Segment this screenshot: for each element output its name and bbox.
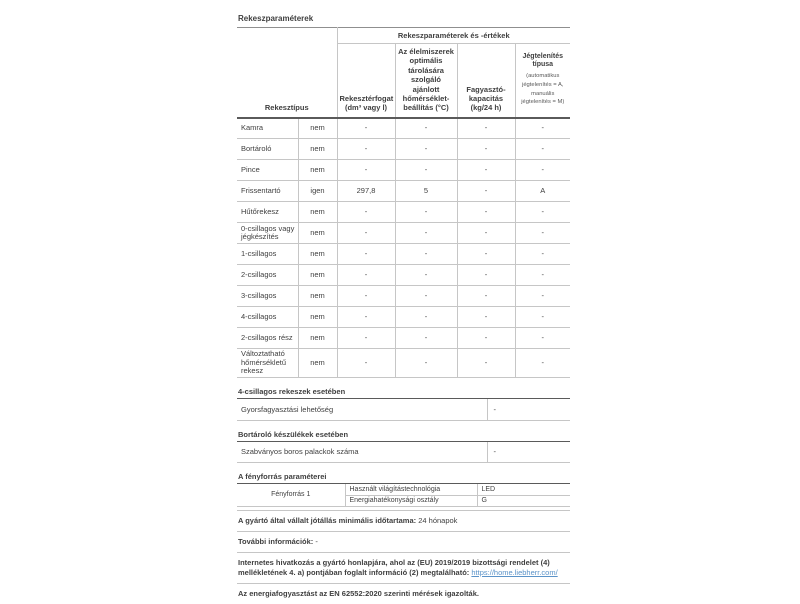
light-tech-label: Használt világítástechnológia: [345, 484, 477, 495]
warranty-label: A gyártó által vállalt jótállás minimális időtartama:: [238, 516, 416, 525]
table-row: [237, 484, 570, 495]
cell-volume: -: [337, 139, 395, 160]
cell-present: nem: [298, 265, 337, 286]
cell-defrost-type: A: [515, 181, 570, 202]
row-label: Kamra: [237, 118, 298, 139]
table-row: [237, 349, 570, 378]
cell-present: igen: [298, 181, 337, 202]
row-label: 4-csillagos: [237, 307, 298, 328]
group-header: Rekeszparaméterek és -értékek: [337, 28, 570, 44]
cell-temperature: -: [395, 349, 457, 378]
table-row: [237, 399, 570, 420]
table-row: [237, 328, 570, 349]
column-header-type: Rekesztípus: [237, 28, 337, 118]
cell-freezing-capacity: -: [457, 223, 515, 244]
column-header-temperature: Az élelmiszerek optimális tárolására szolgáló ajánlott hőmérséklet-beállítás (°C): [395, 44, 457, 118]
table-row: [237, 286, 570, 307]
cell-temperature: -: [395, 118, 457, 139]
page-title: Rekeszparaméterek: [238, 14, 570, 24]
wine-bottles-value: -: [487, 442, 570, 463]
cell-present: nem: [298, 349, 337, 378]
four-star-section: [237, 387, 570, 421]
cell-freezing-capacity: -: [457, 349, 515, 378]
cell-defrost-type: -: [515, 307, 570, 328]
cell-volume: -: [337, 160, 395, 181]
energy-note-text: Az energiafogyasztást az EN 62552:2020 szerinti mérések igazolták.: [238, 589, 479, 598]
table-row: [237, 160, 570, 181]
table-row: [237, 244, 570, 265]
light-source-section: [237, 472, 570, 507]
cell-defrost-type: -: [515, 202, 570, 223]
cell-volume: -: [337, 223, 395, 244]
cell-freezing-capacity: -: [457, 160, 515, 181]
cell-freezing-capacity: -: [457, 118, 515, 139]
statements-section: [237, 510, 570, 604]
cell-temperature: -: [395, 160, 457, 181]
section-title-four-star: 4-csillagos rekeszek esetében: [237, 387, 570, 399]
row-label: 0-csillagos vagy jégkészítés: [237, 223, 298, 244]
cell-defrost-type: -: [515, 160, 570, 181]
row-label: 2-csillagos rész: [237, 328, 298, 349]
row-label: 2-csillagos: [237, 265, 298, 286]
more-info-value: -: [315, 537, 318, 546]
cell-defrost-type: -: [515, 286, 570, 307]
cell-temperature: -: [395, 139, 457, 160]
cell-present: nem: [298, 328, 337, 349]
table-row: [237, 181, 570, 202]
cell-defrost-type: -: [515, 223, 570, 244]
cell-present: nem: [298, 160, 337, 181]
cell-present: nem: [298, 118, 337, 139]
cell-defrost-type: -: [515, 265, 570, 286]
cell-present: nem: [298, 286, 337, 307]
cell-temperature: 5: [395, 181, 457, 202]
manufacturer-link[interactable]: https://home.liebherr.com/: [471, 568, 557, 577]
cell-defrost-type: -: [515, 349, 570, 378]
manufacturer-link-intro: Internetes hivatkozás a gyártó honlapjára, ahol az (EU) 2019/2019 bizottsági rendelet (4) mellékletének 4. a) pontjában foglalt információ (2) megtalálható:: [238, 558, 550, 577]
column-header-freezing-capacity: Fagyasztó-kapacitás (kg/24 h): [457, 44, 515, 118]
cell-volume: -: [337, 244, 395, 265]
four-star-table: [237, 399, 570, 421]
cell-freezing-capacity: -: [457, 307, 515, 328]
table-row: [237, 139, 570, 160]
energy-class-value: G: [477, 495, 570, 506]
row-label: Pince: [237, 160, 298, 181]
cell-defrost-type: -: [515, 244, 570, 265]
light-source-table: [237, 484, 570, 507]
cell-freezing-capacity: -: [457, 139, 515, 160]
table-row: [237, 118, 570, 139]
defrost-type-title: Jégtelenítés típusa: [518, 53, 569, 71]
compartment-table: [237, 27, 570, 378]
table-row: [237, 442, 570, 463]
row-label: Hűtőrekesz: [237, 202, 298, 223]
cell-present: nem: [298, 202, 337, 223]
cell-present: nem: [298, 244, 337, 265]
table-row: [237, 202, 570, 223]
section-title-light-source: A fényforrás paraméterei: [237, 472, 570, 484]
warranty-value: 24 hónapok: [418, 516, 457, 525]
more-info-label: További információk:: [238, 537, 313, 546]
wine-bottles-label: Szabványos boros palackok száma: [237, 442, 487, 463]
section-title-wine: Bortároló készülékek esetében: [237, 430, 570, 442]
cell-freezing-capacity: -: [457, 286, 515, 307]
cell-defrost-type: -: [515, 328, 570, 349]
table-row: [237, 265, 570, 286]
column-header-volume: Rekesztérfogat (dm³ vagy l): [337, 44, 395, 118]
cell-volume: -: [337, 307, 395, 328]
cell-volume: 297,8: [337, 181, 395, 202]
cell-volume: -: [337, 265, 395, 286]
cell-volume: -: [337, 202, 395, 223]
cell-temperature: -: [395, 202, 457, 223]
cell-present: nem: [298, 223, 337, 244]
product-data-sheet: [237, 14, 570, 604]
cell-freezing-capacity: -: [457, 181, 515, 202]
wine-table: [237, 442, 570, 464]
row-label: Bortároló: [237, 139, 298, 160]
cell-temperature: -: [395, 328, 457, 349]
light-source-name: Fényforrás 1: [237, 484, 345, 506]
defrost-type-note: (automatikus jégtelenítés = A, manuális jégtelenítés = M): [518, 72, 569, 107]
row-label: Frissentartó: [237, 181, 298, 202]
cell-freezing-capacity: -: [457, 244, 515, 265]
light-tech-value: LED: [477, 484, 570, 495]
table-row: [237, 307, 570, 328]
cell-temperature: -: [395, 286, 457, 307]
row-label: 3-csillagos: [237, 286, 298, 307]
wine-storage-section: [237, 430, 570, 464]
more-info-statement: [237, 532, 570, 553]
cell-present: nem: [298, 139, 337, 160]
manufacturer-link-statement: [237, 553, 570, 584]
cell-freezing-capacity: -: [457, 265, 515, 286]
cell-present: nem: [298, 307, 337, 328]
group-header-row: [237, 28, 570, 44]
cell-volume: -: [337, 286, 395, 307]
row-label: Változtatható hőmérsékletű rekesz: [237, 349, 298, 378]
cell-temperature: -: [395, 223, 457, 244]
cell-temperature: -: [395, 244, 457, 265]
energy-measurement-note: [237, 584, 570, 604]
cell-volume: -: [337, 328, 395, 349]
cell-temperature: -: [395, 307, 457, 328]
warranty-statement: [237, 511, 570, 532]
cell-defrost-type: -: [515, 118, 570, 139]
column-header-defrost-type: [515, 44, 570, 118]
cell-freezing-capacity: -: [457, 328, 515, 349]
energy-class-label: Energiahatékonysági osztály: [345, 495, 477, 506]
cell-defrost-type: -: [515, 139, 570, 160]
cell-freezing-capacity: -: [457, 202, 515, 223]
cell-temperature: -: [395, 265, 457, 286]
fast-freeze-label: Gyorsfagyasztási lehetőség: [237, 399, 487, 420]
fast-freeze-value: -: [487, 399, 570, 420]
row-label: 1-csillagos: [237, 244, 298, 265]
cell-volume: -: [337, 118, 395, 139]
table-row: [237, 223, 570, 244]
cell-volume: -: [337, 349, 395, 378]
